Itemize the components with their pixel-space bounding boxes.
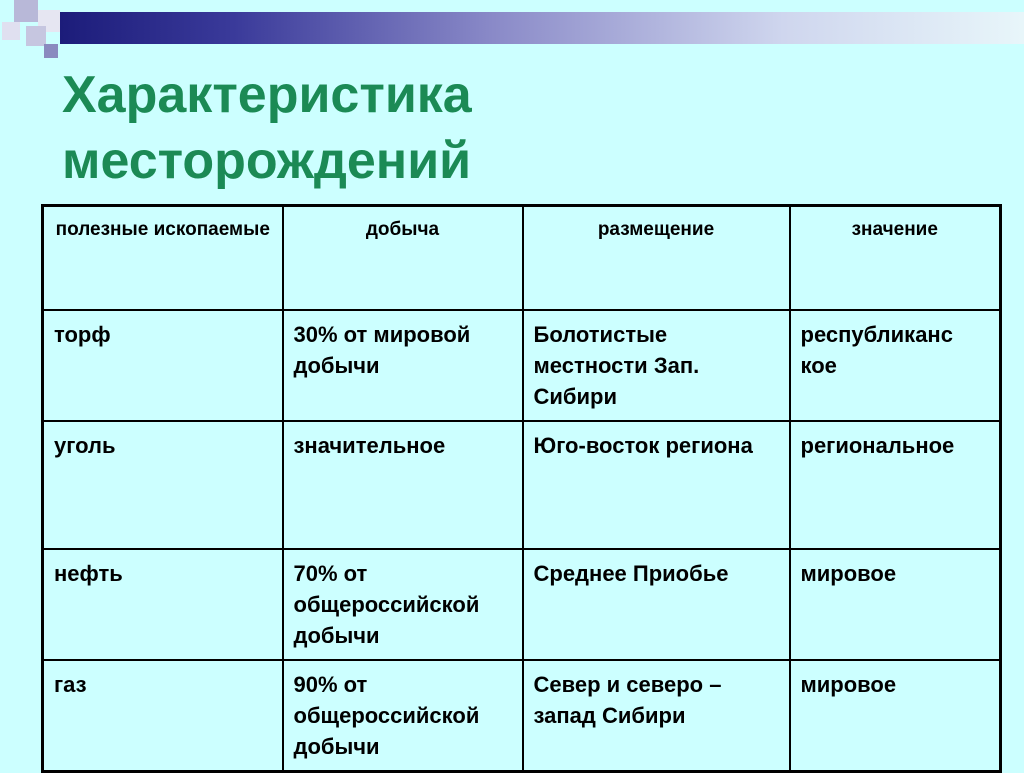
table-cell: региональное [790,421,1001,549]
table-cell: торф [43,310,283,421]
table-cell: Болотистые местности Зап. Сибири [523,310,790,421]
table-cell: уголь [43,421,283,549]
column-header-extraction: добыча [283,206,523,310]
decorative-square [14,0,38,22]
table-row [43,421,1001,549]
table-header-row [43,206,1001,310]
column-header-significance: значение [790,206,1001,310]
slide-title-line-1: Характеристика [62,66,472,124]
table-row [43,549,1001,660]
table-cell: газ [43,660,283,772]
decorative-square [26,26,46,46]
table-cell: Север и северо – запад Сибири [523,660,790,772]
decorative-header-bar [60,12,1024,44]
table-cell: мировое [790,660,1001,772]
table-cell: республиканс кое [790,310,1001,421]
table-cell: 30% от мировой добычи [283,310,523,421]
slide-title-line-2: месторождений [62,132,472,190]
table-cell: нефть [43,549,283,660]
table-cell: значительное [283,421,523,549]
column-header-minerals: полезные ископаемые [43,206,283,310]
decorative-square [44,44,58,58]
column-header-location: размещение [523,206,790,310]
table-row [43,660,1001,772]
table-row [43,310,1001,421]
table-cell: мировое [790,549,1001,660]
table-cell: Юго-восток региона [523,421,790,549]
slide-title [62,62,962,194]
table-cell: Среднее Приобье [523,549,790,660]
table-cell: 90% от общероссийской добычи [283,660,523,772]
table-cell: 70% от общероссийской добычи [283,549,523,660]
decorative-square [2,22,20,40]
deposits-table [41,204,1002,773]
